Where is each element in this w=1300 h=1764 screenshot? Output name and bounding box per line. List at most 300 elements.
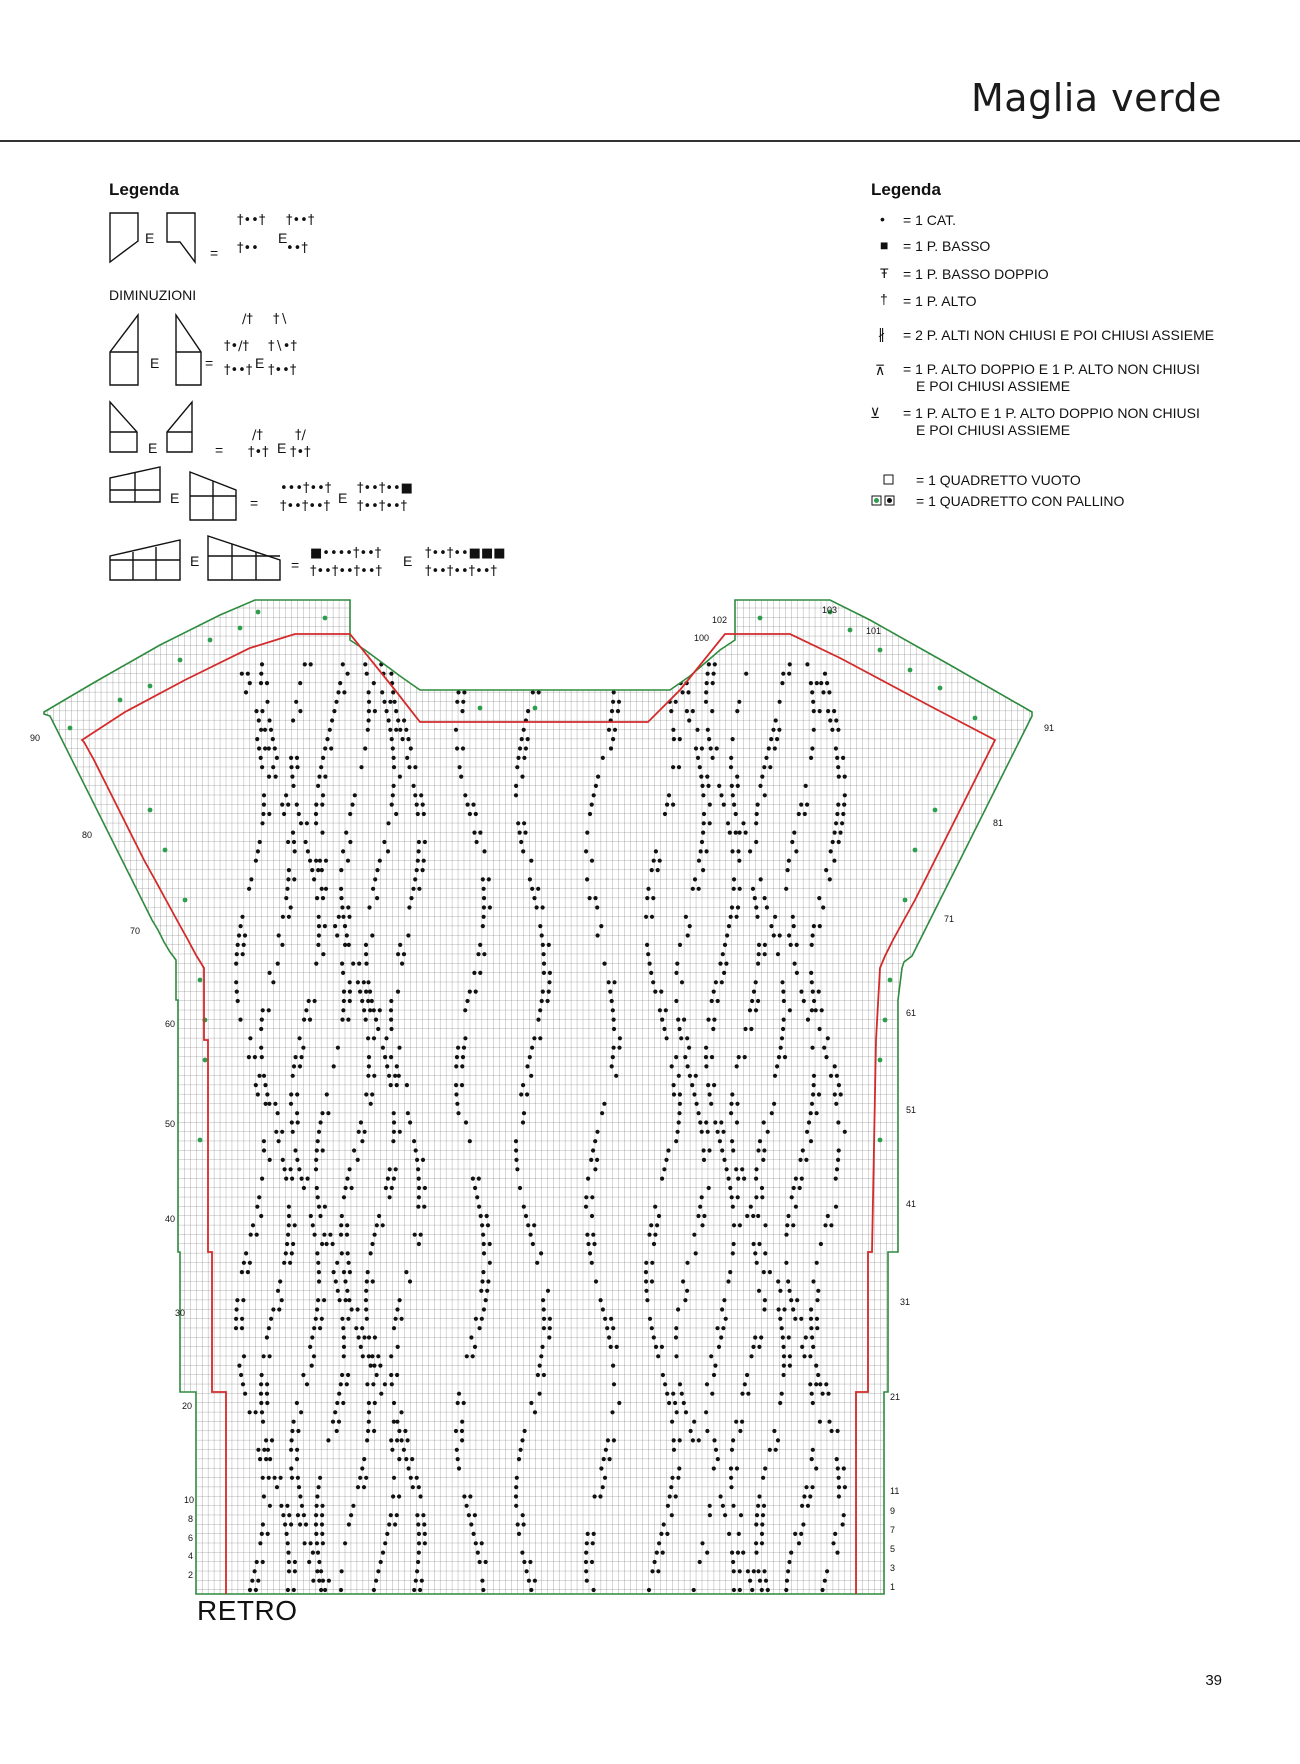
motif-dot xyxy=(315,1186,319,1190)
motif-dot xyxy=(300,1504,304,1508)
motif-dot xyxy=(660,1177,664,1181)
motif-dot xyxy=(316,1195,320,1199)
motif-dot xyxy=(680,980,684,984)
motif-dot xyxy=(827,690,831,694)
motif-dot xyxy=(732,1223,736,1227)
motif-dot xyxy=(364,1289,368,1293)
motif-dot xyxy=(346,1317,350,1321)
motif-dot xyxy=(402,952,406,956)
motif-dot xyxy=(480,1223,484,1227)
motif-dot xyxy=(338,681,342,685)
motif-dot xyxy=(260,1055,264,1059)
motif-dot xyxy=(314,859,318,863)
motif-dot xyxy=(749,1354,753,1358)
motif-dot xyxy=(612,681,616,685)
motif-dot xyxy=(548,971,552,975)
motif-dot xyxy=(666,1504,670,1508)
motif-dot xyxy=(460,1420,464,1424)
motif-dot xyxy=(415,1476,419,1480)
svg-text:†•†: †•† xyxy=(248,445,269,460)
motif-dot xyxy=(367,700,371,704)
motif-dot xyxy=(748,1008,752,1012)
motif-dot xyxy=(395,1307,399,1311)
motif-dot xyxy=(474,1541,478,1545)
motif-dot xyxy=(293,1560,297,1564)
motif-dot xyxy=(514,1494,518,1498)
motif-dot xyxy=(398,775,402,779)
motif-dot xyxy=(293,1148,297,1152)
motif-dot xyxy=(389,1438,393,1442)
svg-text:†∖•†: †∖•† xyxy=(268,339,297,354)
motif-dot xyxy=(366,1074,370,1078)
motif-dot xyxy=(780,1392,784,1396)
motif-dot xyxy=(398,1298,402,1302)
motif-dot xyxy=(387,1522,391,1526)
motif-dot xyxy=(702,1158,706,1162)
legend-left-e-3b: E xyxy=(277,440,287,456)
motif-dot xyxy=(736,1551,740,1555)
motif-dot xyxy=(535,905,539,909)
motif-dot xyxy=(295,803,299,807)
row-label-right: 21 xyxy=(890,1392,901,1402)
motif-dot xyxy=(740,1392,744,1396)
motif-dot xyxy=(756,1214,760,1218)
motif-dot xyxy=(242,1261,246,1265)
motif-dot xyxy=(298,1036,302,1040)
motif-dot xyxy=(520,775,524,779)
green-dot xyxy=(903,898,908,903)
motif-dot xyxy=(750,999,754,1003)
motif-dot xyxy=(309,1541,313,1545)
motif-dot xyxy=(681,690,685,694)
motif-dot xyxy=(372,1008,376,1012)
motif-dot xyxy=(595,905,599,909)
motif-dot xyxy=(794,1205,798,1209)
motif-dot xyxy=(314,803,318,807)
motif-dot xyxy=(358,1476,362,1480)
motif-dot xyxy=(320,1513,324,1517)
motif-dot xyxy=(704,1410,708,1414)
motif-dot xyxy=(392,1111,396,1115)
motif-dot xyxy=(781,1335,785,1339)
motif-dot xyxy=(397,1074,401,1078)
green-dot xyxy=(848,628,853,633)
legend-left-eq-5: = xyxy=(291,557,300,573)
motif-dot xyxy=(836,765,840,769)
motif-dot xyxy=(375,896,379,900)
motif-dot xyxy=(670,1064,674,1068)
motif-dot xyxy=(809,1307,813,1311)
motif-dot xyxy=(686,690,690,694)
motif-dot xyxy=(809,1139,813,1143)
motif-dot xyxy=(284,1251,288,1255)
motif-dot xyxy=(362,1335,366,1339)
motif-dot xyxy=(515,1167,519,1171)
legend-left-e-5: E xyxy=(190,553,200,569)
motif-dot xyxy=(718,962,722,966)
motif-dot xyxy=(715,746,719,750)
motif-dot xyxy=(727,1532,731,1536)
motif-dot xyxy=(375,1223,379,1227)
motif-dot xyxy=(254,709,258,713)
motif-dot xyxy=(398,728,402,732)
motif-dot xyxy=(814,1466,818,1470)
motif-dot xyxy=(795,1298,799,1302)
motif-dot xyxy=(671,803,675,807)
motif-dot xyxy=(333,924,337,928)
motif-dot xyxy=(831,840,835,844)
motif-dot xyxy=(285,887,289,891)
motif-dot xyxy=(828,877,832,881)
motif-dot xyxy=(736,784,740,788)
motif-dot xyxy=(521,1120,525,1124)
svg-text:†••†: †••† xyxy=(237,213,266,228)
motif-dot xyxy=(479,1289,483,1293)
motif-dot xyxy=(346,1251,350,1255)
motif-dot xyxy=(616,709,620,713)
motif-dot xyxy=(776,1438,780,1442)
row-label-right: 31 xyxy=(900,1297,911,1307)
motif-dot xyxy=(763,943,767,947)
motif-dot xyxy=(739,1513,743,1517)
motif-dot xyxy=(259,756,263,760)
motif-dot xyxy=(810,746,814,750)
motif-dot xyxy=(283,1167,287,1171)
motif-dot xyxy=(760,1588,764,1592)
motif-dot xyxy=(389,999,393,1003)
motif-dot xyxy=(778,933,782,937)
motif-dot xyxy=(404,1457,408,1461)
motif-dot xyxy=(247,887,251,891)
motif-dot xyxy=(299,821,303,825)
motif-dot xyxy=(249,1233,253,1237)
motif-dot xyxy=(234,962,238,966)
legend-left-e-5b: E xyxy=(403,553,413,569)
motif-dot xyxy=(454,1092,458,1096)
motif-dot xyxy=(767,746,771,750)
motif-dot xyxy=(392,1177,396,1181)
motif-dot xyxy=(300,1055,304,1059)
motif-dot xyxy=(804,1485,808,1489)
motif-dot xyxy=(373,877,377,881)
motif-dot xyxy=(239,1373,243,1377)
motif-dot xyxy=(266,1532,270,1536)
motif-dot xyxy=(295,756,299,760)
motif-dot xyxy=(360,1139,364,1143)
motif-dot xyxy=(818,709,822,713)
motif-dot xyxy=(379,1560,383,1564)
motif-dot xyxy=(710,709,714,713)
motif-dot xyxy=(397,1457,401,1461)
motif-dot xyxy=(341,849,345,853)
motif-dot xyxy=(759,1335,763,1339)
motif-dot xyxy=(290,1438,294,1442)
motif-dot xyxy=(394,709,398,713)
motif-dot xyxy=(528,1055,532,1059)
motif-dot xyxy=(546,1289,550,1293)
green-dot xyxy=(908,668,913,673)
motif-dot xyxy=(341,1401,345,1405)
motif-dot xyxy=(649,971,653,975)
motif-dot xyxy=(393,1522,397,1526)
motif-dot xyxy=(725,933,729,937)
motif-dot xyxy=(519,1448,523,1452)
motif-dot xyxy=(760,1522,764,1526)
motif-dot xyxy=(715,1326,719,1330)
motif-dot xyxy=(590,859,594,863)
motif-dot xyxy=(314,1317,318,1321)
motif-dot xyxy=(729,756,733,760)
motif-dot xyxy=(297,812,301,816)
motif-dot xyxy=(383,1055,387,1059)
motif-dot xyxy=(241,1382,245,1386)
motif-dot xyxy=(529,1588,533,1592)
motif-dot xyxy=(332,709,336,713)
motif-dot xyxy=(396,952,400,956)
motif-dot xyxy=(522,1111,526,1115)
motif-dot xyxy=(516,756,520,760)
motif-dot xyxy=(370,1354,374,1358)
motif-dot xyxy=(761,1158,765,1162)
motif-dot xyxy=(476,952,480,956)
motif-dot xyxy=(349,1513,353,1517)
motif-dot xyxy=(824,1055,828,1059)
motif-dot xyxy=(407,905,411,909)
motif-dot xyxy=(413,765,417,769)
motif-dot xyxy=(392,1476,396,1480)
motif-dot xyxy=(482,1251,486,1255)
motif-dot xyxy=(651,896,655,900)
motif-dot xyxy=(393,700,397,704)
motif-dot xyxy=(676,1307,680,1311)
motif-dot xyxy=(678,1102,682,1106)
motif-dot xyxy=(308,1345,312,1349)
motif-dot xyxy=(778,1401,782,1405)
motif-dot xyxy=(367,709,371,713)
motif-dot xyxy=(729,1476,733,1480)
motif-dot xyxy=(837,1476,841,1480)
motif-dot xyxy=(258,1541,262,1545)
motif-dot xyxy=(541,990,545,994)
motif-dot xyxy=(825,681,829,685)
motif-dot xyxy=(650,1569,654,1573)
motif-dot xyxy=(724,962,728,966)
motif-dot xyxy=(706,1018,710,1022)
motif-dot xyxy=(752,1569,756,1573)
motif-dot xyxy=(373,709,377,713)
motif-dot xyxy=(320,803,324,807)
motif-dot xyxy=(300,1177,304,1181)
motif-dot xyxy=(738,887,742,891)
motif-dot xyxy=(422,1205,426,1209)
motif-dot xyxy=(314,1532,318,1536)
motif-dot xyxy=(353,793,357,797)
motif-dot xyxy=(588,1251,592,1255)
motif-dot xyxy=(478,831,482,835)
motif-dot xyxy=(542,1326,546,1330)
motif-dot xyxy=(713,1364,717,1368)
motif-dot xyxy=(293,1223,297,1227)
motif-dot xyxy=(383,1541,387,1545)
motif-dot xyxy=(291,831,295,835)
motif-dot xyxy=(395,1373,399,1377)
motif-dot xyxy=(725,1167,729,1171)
motif-dot xyxy=(404,1270,408,1274)
motif-dot xyxy=(726,1279,730,1283)
legend-left-e-4b: E xyxy=(338,490,348,506)
motif-dot xyxy=(388,700,392,704)
motif-dot xyxy=(611,737,615,741)
motif-dot xyxy=(521,849,525,853)
motif-dot xyxy=(763,896,767,900)
motif-dot xyxy=(269,728,273,732)
motif-dot xyxy=(341,662,345,666)
motif-dot xyxy=(275,1485,279,1489)
motif-dot xyxy=(518,831,522,835)
motif-dot xyxy=(811,1448,815,1452)
motif-dot xyxy=(712,1466,716,1470)
motif-dot xyxy=(735,1064,739,1068)
motif-dot xyxy=(365,672,369,676)
motif-dot xyxy=(393,1074,397,1078)
motif-dot xyxy=(730,1092,734,1096)
motif-dot xyxy=(753,1251,757,1255)
motif-dot xyxy=(678,1382,682,1386)
motif-dot xyxy=(335,1401,339,1405)
motif-dot xyxy=(286,1541,290,1545)
motif-dot xyxy=(548,1317,552,1321)
motif-dot xyxy=(287,1560,291,1564)
motif-dot xyxy=(471,803,475,807)
green-dot xyxy=(933,808,938,813)
motif-dot xyxy=(484,1560,488,1564)
motif-dot xyxy=(533,1410,537,1414)
motif-dot xyxy=(823,672,827,676)
row-label-right: 102 xyxy=(712,615,728,625)
motif-dot xyxy=(527,1579,531,1583)
motif-dot xyxy=(757,943,761,947)
motif-dot xyxy=(671,1392,675,1396)
motif-dot xyxy=(519,1092,523,1096)
motif-dot xyxy=(596,933,600,937)
motif-dot xyxy=(335,933,339,937)
motif-dot xyxy=(599,1466,603,1470)
motif-dot xyxy=(756,1504,760,1508)
motif-dot xyxy=(762,1148,766,1152)
motif-dot xyxy=(780,1036,784,1040)
motif-dot xyxy=(644,1270,648,1274)
motif-dot xyxy=(364,962,368,966)
motif-dot xyxy=(698,1205,702,1209)
motif-dot xyxy=(241,952,245,956)
motif-dot xyxy=(784,887,788,891)
legend-item-alto-doppio-alto-2: E POI CHIUSI ASSIEME xyxy=(916,378,1071,394)
motif-dot xyxy=(340,1569,344,1573)
motif-dot xyxy=(585,1541,589,1545)
motif-dot xyxy=(286,840,290,844)
motif-dot xyxy=(680,1392,684,1396)
motif-dot xyxy=(469,1335,473,1339)
motif-dot xyxy=(665,662,669,666)
motif-dot xyxy=(810,1008,814,1012)
motif-dot xyxy=(389,1354,393,1358)
motif-dot xyxy=(539,681,543,685)
motif-dot xyxy=(457,1392,461,1396)
motif-dot xyxy=(358,990,362,994)
motif-dot xyxy=(514,1158,518,1162)
motif-dot xyxy=(729,1102,733,1106)
motif-dot xyxy=(366,980,370,984)
motif-dot xyxy=(417,1186,421,1190)
motif-dot xyxy=(787,672,791,676)
motif-dot xyxy=(292,1064,296,1068)
motif-dot xyxy=(593,1139,597,1143)
motif-dot xyxy=(268,1504,272,1508)
motif-dot xyxy=(337,915,341,919)
motif-dot xyxy=(408,1120,412,1124)
motif-dot xyxy=(317,1279,321,1283)
motif-dot xyxy=(838,831,842,835)
motif-dot xyxy=(661,1551,665,1555)
motif-dot xyxy=(697,887,701,891)
row-label-right: 51 xyxy=(906,1105,917,1115)
motif-dot xyxy=(769,924,773,928)
motif-dot xyxy=(595,1158,599,1162)
motif-dot xyxy=(608,990,612,994)
motif-dot xyxy=(357,1335,361,1339)
motif-dot xyxy=(817,1092,821,1096)
motif-dot xyxy=(528,1560,532,1564)
motif-dot xyxy=(676,1476,680,1480)
motif-dot xyxy=(647,1588,651,1592)
motif-dot xyxy=(841,1522,845,1526)
motif-dot xyxy=(275,756,279,760)
motif-dot xyxy=(717,784,721,788)
motif-dot xyxy=(722,1158,726,1162)
motif-dot xyxy=(728,831,732,835)
motif-dot xyxy=(744,672,748,676)
motif-dot xyxy=(843,1485,847,1489)
motif-dot xyxy=(735,1102,739,1106)
motif-dot xyxy=(677,1111,681,1115)
motif-dot xyxy=(728,1270,732,1274)
motif-dot xyxy=(533,1579,537,1583)
motif-dot xyxy=(777,728,781,732)
motif-dot xyxy=(375,868,379,872)
motif-dot xyxy=(685,1289,689,1293)
motif-dot xyxy=(537,690,541,694)
motif-dot xyxy=(736,1177,740,1181)
motif-dot xyxy=(514,793,518,797)
motif-dot xyxy=(374,1579,378,1583)
motif-dot xyxy=(351,962,355,966)
motif-dot xyxy=(766,1588,770,1592)
svg-text:†•∕†: †•∕† xyxy=(224,339,250,354)
motif-dot xyxy=(671,765,675,769)
motif-dot xyxy=(367,1420,371,1424)
motif-dot xyxy=(760,1532,764,1536)
motif-dot xyxy=(768,765,772,769)
motif-dot xyxy=(394,728,398,732)
motif-dot xyxy=(295,1401,299,1405)
motif-dot xyxy=(650,868,654,872)
motif-dot xyxy=(260,662,264,666)
motif-dot xyxy=(711,756,715,760)
motif-dot xyxy=(789,943,793,947)
motif-dot xyxy=(679,1036,683,1040)
motif-dot xyxy=(254,1588,258,1592)
motif-dot xyxy=(828,718,832,722)
